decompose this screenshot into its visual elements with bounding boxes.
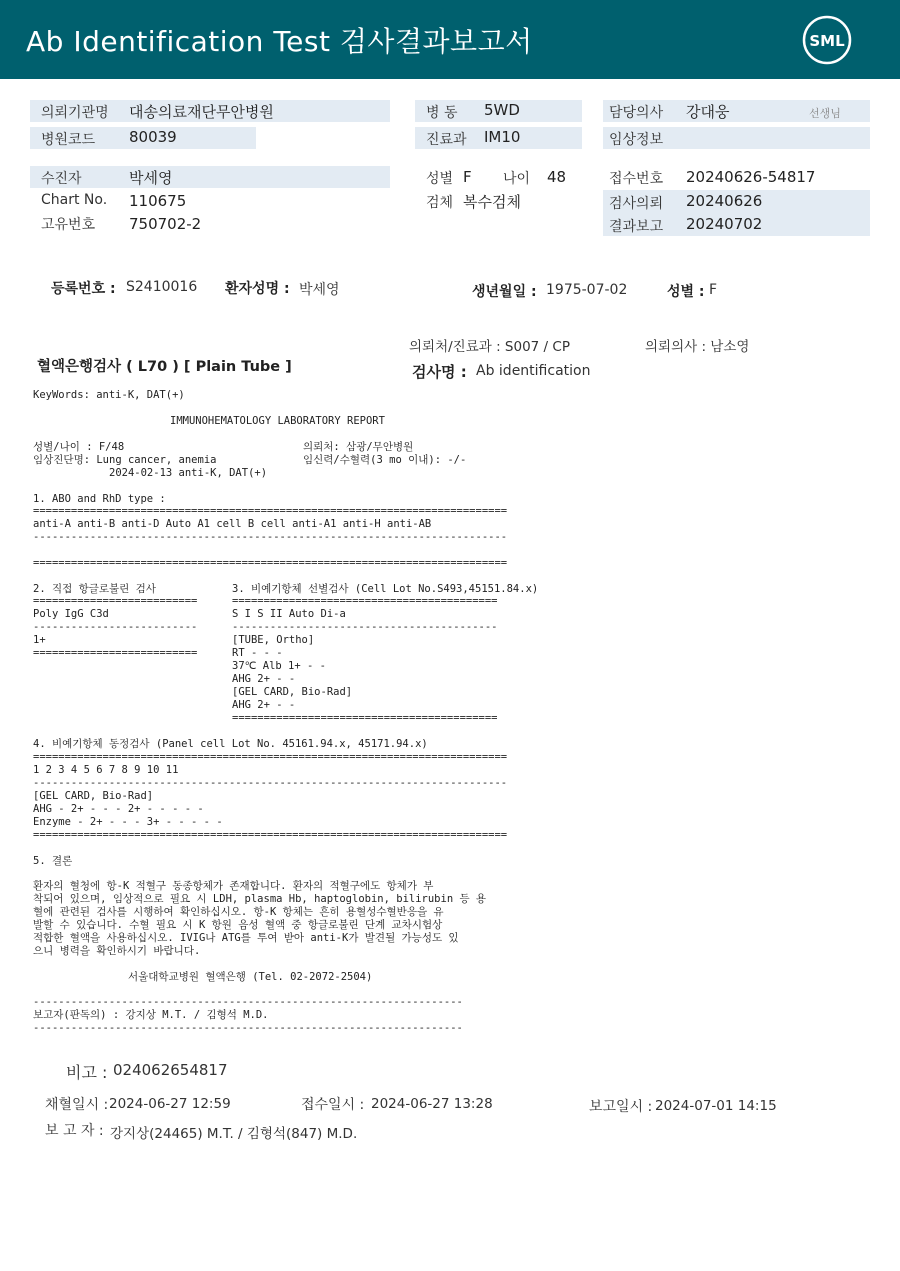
s1-header: anti-A anti-B anti-D Auto A1 cell B cell anti-A1 anti-H anti-AB bbox=[33, 518, 432, 530]
line-dx: 임상진단명: Lung cancer, anemia bbox=[33, 454, 217, 466]
chart-label: Chart No. bbox=[41, 192, 108, 208]
reporter: 보고자(판독의) : 강지상 M.T. / 김형석 M.D. bbox=[33, 1009, 269, 1021]
doctor-value: 강대웅 bbox=[686, 103, 730, 121]
footer-reporter-value: 강지상(24465) M.T. / 김형석(847) M.D. bbox=[110, 1126, 358, 1142]
divider: ========================================== bbox=[232, 712, 498, 724]
note-value: 024062654817 bbox=[113, 1061, 228, 1079]
divider: -------------------------- bbox=[33, 621, 198, 633]
name-label: 환자성명 : bbox=[225, 281, 290, 297]
dob-label: 생년월일 : bbox=[472, 284, 537, 300]
line-preg: 임신력/수혈력(3 mo 이내): -/- bbox=[303, 454, 467, 466]
received-value: 2024-06-27 13:28 bbox=[371, 1096, 493, 1112]
report-date-value: 20240702 bbox=[686, 215, 763, 233]
reported-label: 보고일시 : bbox=[589, 1099, 653, 1115]
divider: -------------------------------------------------------------------- bbox=[33, 1022, 463, 1034]
s2-header: Poly IgG C3d bbox=[33, 608, 109, 620]
dept-label: 진료과 bbox=[426, 132, 467, 148]
divider: =========================================================================== bbox=[33, 557, 508, 569]
client-label: 의뢰기관명 bbox=[41, 105, 109, 121]
accession-label: 접수번호 bbox=[609, 171, 664, 187]
s3-row: AHG 2+ - - bbox=[232, 699, 296, 711]
sex-value: F bbox=[463, 168, 472, 186]
institution: 서울대학교병원 혈액은행 (Tel. 02-2072-2504) bbox=[128, 971, 373, 983]
collected-label: 채혈일시 : bbox=[45, 1097, 109, 1113]
received-label: 접수일시 : bbox=[301, 1097, 365, 1113]
ward-value: 5WD bbox=[484, 101, 520, 119]
pb-sex-value: F bbox=[709, 282, 718, 298]
age-value: 48 bbox=[547, 168, 567, 186]
s5-line: 환자의 혈청에 항-K 적혈구 동종항체가 존재합니다. 환자의 적혈구에도 항체가 부 bbox=[33, 880, 434, 892]
age-label: 나이 bbox=[503, 171, 531, 187]
uid-label: 고유번호 bbox=[41, 217, 96, 233]
s3-row: [TUBE, Ortho] bbox=[232, 634, 315, 646]
s3-header: S I S II Auto Di-a bbox=[232, 608, 346, 620]
hospcode-label: 병원코드 bbox=[41, 132, 96, 148]
divider: =========================================================================== bbox=[33, 829, 508, 841]
report-header bbox=[0, 0, 900, 79]
s5-line: 혈에 관련된 검사를 시행하여 확인하십시오. 항-K 항체는 흔히 용혈성수혈반응을 유 bbox=[33, 906, 444, 918]
s3-row: RT - - - bbox=[232, 647, 283, 659]
hospcode-value: 80039 bbox=[129, 128, 177, 146]
test-name-label: 검사명 : bbox=[412, 363, 467, 381]
s5-line: 발할 수 있습니다. 수혈 필요 시 K 항원 음성 혈액 중 항글로불린 단계 교차시험상 bbox=[33, 919, 443, 931]
request-value: 20240626 bbox=[686, 192, 763, 210]
dept-value: IM10 bbox=[484, 128, 521, 146]
collected-value: 2024-06-27 12:59 bbox=[109, 1096, 231, 1112]
line-sex-age: 성별/나이 : F/48 bbox=[33, 441, 125, 453]
footer-reporter-label: 보 고 자 : bbox=[45, 1123, 104, 1139]
patient-label: 수진자 bbox=[41, 171, 82, 187]
clinical-label: 임상정보 bbox=[609, 132, 664, 148]
divider: -------------------------------------------------------------------- bbox=[33, 996, 463, 1008]
specimen-label: 검체 bbox=[426, 195, 454, 211]
reg-value: S2410016 bbox=[126, 279, 198, 295]
line-requester: 의뢰처: 삼광/무안병원 bbox=[303, 441, 414, 453]
s5-line: 착되어 있으며, 임상적으로 필요 시 LDH, plasma Hb, haptoglobin, bilirubin 등 용 bbox=[33, 893, 487, 905]
divider: ------------------------------------------ bbox=[232, 621, 498, 633]
line-dx2: 2024-02-13 anti-K, DAT(+) bbox=[109, 467, 268, 479]
divider: --------------------------------------------------------------------------- bbox=[33, 777, 508, 789]
uid-value: 750702-2 bbox=[129, 215, 202, 233]
divider: =========================================================================== bbox=[33, 505, 508, 517]
sml-logo-icon bbox=[800, 13, 854, 67]
pb-sex-label: 성별 : bbox=[667, 284, 705, 300]
s4-row: [GEL CARD, Bio-Rad] bbox=[33, 790, 154, 802]
divider: --------------------------------------------------------------------------- bbox=[33, 531, 508, 543]
s4-header: 1 2 3 4 5 6 7 8 9 10 11 bbox=[33, 764, 179, 776]
accession-value: 20240626-54817 bbox=[686, 168, 816, 186]
s3-title: 3. 비예기항체 선별검사 (Cell Lot No.S493,45151.84.x) bbox=[232, 583, 539, 595]
patient-value: 박세영 bbox=[129, 169, 173, 187]
divider: ========================== bbox=[33, 595, 198, 607]
divider: ========================== bbox=[33, 647, 198, 659]
test-name-value: Ab identification bbox=[476, 363, 591, 379]
sex-label: 성별 bbox=[426, 171, 454, 187]
patient-bar bbox=[30, 166, 390, 188]
specimen-value: 복수검체 bbox=[463, 193, 521, 211]
test-group: 혈액은행검사 ( L70 ) [ Plain Tube ] bbox=[37, 359, 292, 375]
s2-title: 2. 직접 항글로불린 검사 bbox=[33, 583, 156, 595]
s4-title: 4. 비예기항체 동정검사 (Panel cell Lot No. 45161.94.x, 45171.94.x) bbox=[33, 738, 428, 750]
s1-title: 1. ABO and RhD type : bbox=[33, 493, 166, 505]
s4-row: AHG - 2+ - - - 2+ - - - - - bbox=[33, 803, 204, 815]
keywords: KeyWords: anti-K, DAT(+) bbox=[33, 389, 185, 401]
order-doctor: 의뢰의사 : 남소영 bbox=[645, 339, 750, 355]
s3-row: 37℃ Alb 1+ - - bbox=[232, 660, 326, 672]
ward-label: 병 동 bbox=[426, 105, 458, 121]
request-label: 검사의뢰 bbox=[609, 196, 664, 212]
reported-value: 2024-07-01 14:15 bbox=[655, 1098, 777, 1114]
s5-title: 5. 결론 bbox=[33, 855, 73, 867]
report-title: Ab Identification Test 검사결과보고서 bbox=[26, 25, 533, 58]
divider: ========================================== bbox=[232, 595, 498, 607]
client-value: 대송의료재단무안병원 bbox=[129, 103, 274, 121]
doctor-suffix: 선생님 bbox=[809, 107, 841, 120]
s4-row: Enzyme - 2+ - - - 3+ - - - - - bbox=[33, 816, 223, 828]
divider: =========================================================================== bbox=[33, 751, 508, 763]
reg-label: 등록번호 : bbox=[51, 281, 116, 297]
s5-line: 적합한 혈액을 사용하십시오. IVIG나 ATG를 투여 받아 anti-K가 발견될 가능성도 있 bbox=[33, 932, 459, 944]
s3-row: [GEL CARD, Bio-Rad] bbox=[232, 686, 353, 698]
chart-value: 110675 bbox=[129, 192, 187, 210]
s2-value: 1+ bbox=[33, 634, 46, 646]
note-label: 비고 : bbox=[66, 1063, 108, 1082]
doctor-label: 담당의사 bbox=[609, 105, 664, 121]
logo-text: SML bbox=[809, 32, 845, 50]
s3-row: AHG 2+ - - bbox=[232, 673, 296, 685]
lab-report-title: IMMUNOHEMATOLOGY LABORATORY REPORT bbox=[170, 415, 385, 427]
report-date-label: 결과보고 bbox=[609, 219, 664, 235]
s5-line: 으니 병력을 확인하시기 바랍니다. bbox=[33, 945, 201, 957]
name-value: 박세영 bbox=[299, 282, 340, 298]
order-dept: 의뢰처/진료과 : S007 / CP bbox=[409, 339, 570, 355]
dob-value: 1975-07-02 bbox=[546, 282, 628, 298]
